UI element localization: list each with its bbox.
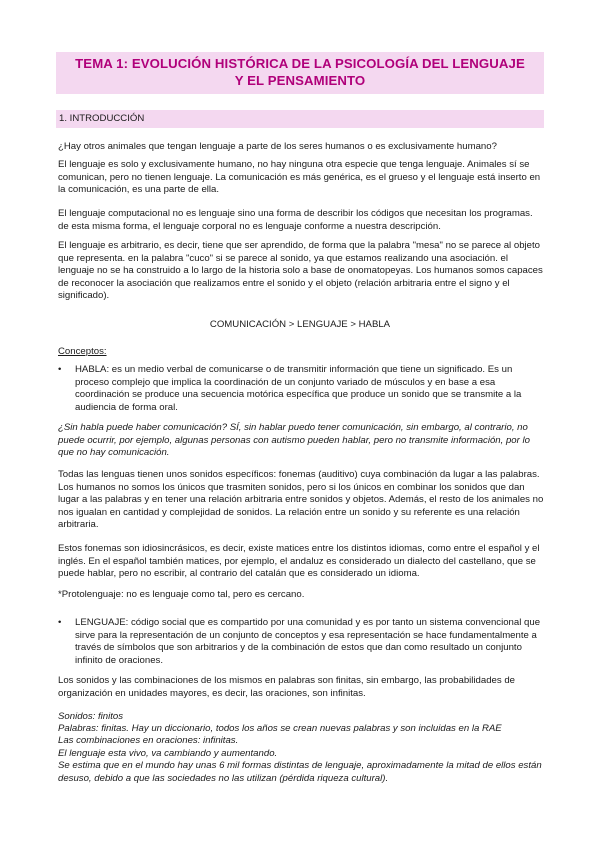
lenguaje-definition: LENGUAJE: código social que es compartido por una comunidad y es por tanto un sistema convencional que sirve para la representación de un conjunto de conceptos y esa representación se hace fundamentalmente a través de símbolos que son arbitrarios y de la combinación de estos que dan como resultado un conjunto infinito de oraciones. bbox=[75, 617, 541, 666]
paragraph-lenguaje-computacional: El lenguaje computacional no es lenguaje sino una forma de describir los códigos que necesitan los programas. de esta misma forma, el lenguaje corporal no es lenguaje conforme a nuestra descripción. bbox=[58, 208, 533, 232]
hierarchy-line: COMUNICACIÓN > LENGUAJE > HABLA bbox=[209, 319, 391, 330]
paragraph-lenguaje-humano: El lenguaje es solo y exclusivamente humano, no hay ninguna otra especie que tenga lenguaje. Animales sí se comunican, pero no tienen lenguaje. La comunicación es más genérica, es el grueso y el lenguaje está inserto en la comunicación, es una parte de ella. bbox=[58, 159, 541, 196]
habla-definition: HABLA: es un medio verbal de comunicarse o de transmitir información que tiene un significado. Es un proceso complejo que implica la coordinación de un conjunto variado de músculos y en base a esa coordinación se produce una secuencia motórica específica que produce un sonido que se transmite a la audiencia de forma oral. bbox=[75, 364, 522, 413]
concepts-heading: Conceptos: bbox=[58, 346, 107, 357]
italic-note-sonidos: Sonidos: finitos bbox=[58, 711, 124, 722]
question-paragraph: ¿Hay otros animales que tengan lenguaje a parte de los seres humanos o es exclusivamente humano? bbox=[58, 141, 497, 152]
paragraph-lenguaje-arbitrario: El lenguaje es arbitrario, es decir, tiene que ser aprendido, de forma que la palabra "mesa" no se parece al objeto que representa. en la palabra "cuco" si se parece al sonido, ya que estamos realizando una asociación. el lenguaje no se ha construido a lo largo de la historia solo a base de onomatopeyas. Los humanos somos capaces de reconocer la asociación que realizamos entre el sonido y el objeto (relación arbitraria entre el signo y el significado). bbox=[58, 240, 543, 302]
paragraph-finitos-infinitos: Los sonidos y las combinaciones de los mismos en palabras son finitas, sin embargo, las probabilidades de organización en unidades mayores, es decir, las oraciones, son infinitas. bbox=[58, 675, 516, 699]
bullet-icon: • bbox=[58, 364, 62, 375]
section-heading: 1. INTRODUCCIÓN bbox=[59, 113, 145, 124]
italic-note-formas-lenguaje: Se estima que en el mundo hay unas 6 mil formas distintas de lenguaje, aproximadamente la mitad de ellos están desuso, debido a que las sociedades no las utilizan (pérdida riqueza cultural). bbox=[58, 760, 542, 784]
bullet-icon: • bbox=[58, 617, 62, 628]
italic-question-paragraph: ¿Sin habla puede haber comunicación? SÍ, sin hablar puedo tener comunicación, sin embargo, al contrario, no puede ocurrir, por ejemplo, algunas personas con autismo pueden hablar, pero no transmite información, por lo que no hay comunicación. bbox=[58, 422, 530, 459]
section-heading-bar bbox=[56, 110, 544, 128]
protolenguaje-note: *Protolenguaje: no es lenguaje como tal, pero es cercano. bbox=[58, 589, 305, 600]
title-line-2: Y EL PENSAMIENTO bbox=[234, 73, 366, 88]
italic-note-palabras: Palabras: finitas. Hay un diccionario, todos los años se crean nuevas palabras y son incluidas en la RAE bbox=[58, 723, 502, 734]
title-banner bbox=[56, 52, 544, 94]
italic-note-combinaciones: Las combinaciones en oraciones: infinitas. bbox=[58, 735, 239, 746]
italic-note-lenguaje-vivo: El lenguaje esta vivo, va cambiando y aumentando. bbox=[58, 748, 278, 759]
title-line-1: TEMA 1: EVOLUCIÓN HISTÓRICA DE LA PSICOLOGÍA DEL LENGUAJE bbox=[75, 56, 525, 71]
paragraph-fonemas: Todas las lenguas tienen unos sonidos específicos: fonemas (auditivo) cuya combinación da lugar a las palabras. Los humanos no somos los únicos que trasmiten sonidos, pero si los únicos en combinar los sonidos que dan lugar a las palabras y en tener una relación arbitraria entre sonidos y objetos. Además, el resto de los animales no nos igualan en cantidad y complejidad de sonidos. La relación entre un sonido y su referente es una relación arbitraria. bbox=[58, 469, 544, 531]
paragraph-idiosincrasicos: Estos fonemas son idiosincrásicos, es decir, existe matices entre los distintos idiomas, como entre el español y el inglés. En el español también matices, por ejemplo, el andaluz es considerado un dialecto del castellano, que se puede hablar, pero no escribir, al contrario del catalán que es considerado un idioma. bbox=[58, 543, 540, 580]
